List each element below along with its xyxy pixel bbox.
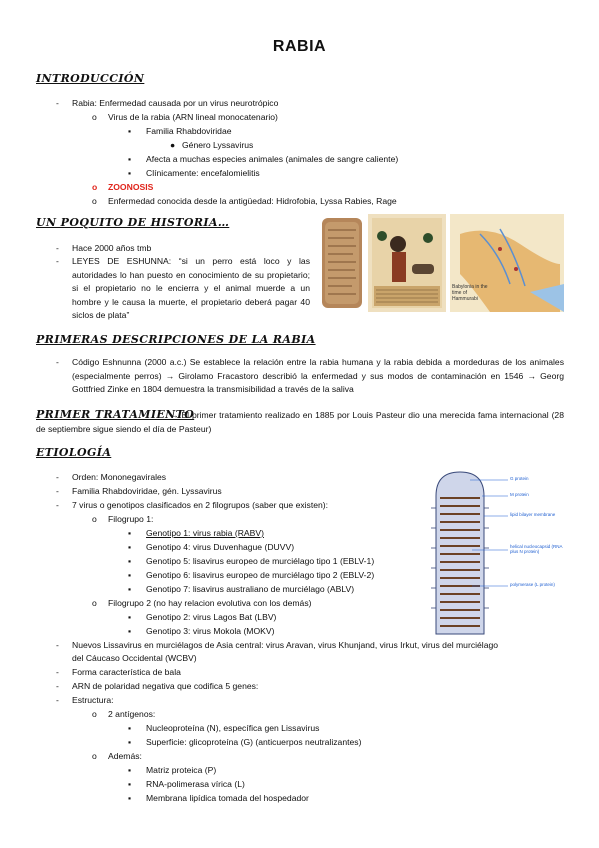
bullet-square: ▪: [128, 556, 132, 566]
bullet-o: o: [92, 112, 97, 122]
etiology-line: Genotipo 4: virus Duvenhague (DUVV): [146, 542, 295, 552]
zoonosis-label: ZOONOSIS: [108, 182, 154, 192]
bullet-square: ▪: [128, 154, 132, 164]
etiology-line: Genotipo 2: virus Lagos Bat (LBV): [146, 612, 277, 622]
diagram-label-membrane: lipid bilayer membrane: [510, 512, 556, 517]
map-caption: Babylonia in the time of Hammurabi: [452, 284, 488, 302]
etiology-line: Genotipo 5: lisavirus europeo de murciélago tipo 1 (EBLV-1): [146, 556, 375, 566]
page-title: RABIA: [272, 38, 327, 55]
bullet-square: ▪: [128, 542, 132, 552]
history-line: Hace 2000 años tmb: [72, 243, 152, 253]
intro-line: Virus de la rabia (ARN lineal monocatenario): [108, 112, 278, 122]
bullet-square: ▪: [128, 612, 132, 622]
bullet-square: ▪: [128, 570, 132, 580]
bullet-square: ▪: [128, 626, 132, 636]
bullet-square: ▪: [128, 528, 132, 538]
intro-line: Familia Rhabdoviridae: [146, 126, 232, 136]
etiology-line: Familia Rhabdoviridae, gén. Lyssavirus: [72, 486, 222, 496]
bullet-dash: -: [56, 243, 59, 253]
bullet-dash: -: [56, 256, 59, 266]
intro-line: Clínicamente: encefalomielitis: [146, 168, 260, 178]
etiology-line: Genotipo 7: lisavirus australiano de murciélago (ABLV): [146, 584, 355, 594]
etiology-line: Filogrupo 1:: [108, 514, 154, 524]
treatment-text: → El primer tratamiento realizado en 1885 por Louis Pasteur dio una merecida fama internacional (28 de septiembre sigue siendo el día de Pasteur): [36, 410, 564, 434]
intro-line: Rabia: Enfermedad causada por un virus neurotrópico: [72, 98, 279, 108]
etiology-line: Genotipo 1: virus rabia (RABV): [146, 528, 264, 538]
bullet-o: o: [92, 514, 97, 524]
bullet-dash: -: [56, 667, 59, 677]
bullet-o: o: [92, 598, 97, 608]
diagram-label-g: G protein: [510, 476, 529, 481]
etiology-line: Superficie: glicoproteína (G) (anticuerpos neutralizantes): [146, 737, 362, 747]
etiology-line: Nucleoproteína (N), específica gen Lissavirus: [146, 723, 320, 733]
etiology-line: Orden: Mononegavirales: [72, 472, 167, 482]
bullet-dash: -: [56, 640, 59, 650]
bullet-square: ▪: [128, 723, 132, 733]
bullet-square: ▪: [128, 168, 132, 178]
diagram-label-polymerase: polymerase (L protein): [510, 582, 555, 587]
eshnunna-law-text: LEYES DE ESHUNNA: “si un perro está loco y las autoridades lo han puesto en conocimiento de su propietario; si el propietario no le encierra y el animal muerde a un hombre y le causa la muerte, el propietario deberá pagar 40 siclos de plata”: [72, 256, 310, 320]
etiology-line: Matriz proteica (P): [146, 765, 217, 775]
etiology-line: Forma característica de bala: [72, 667, 181, 677]
heading-tratamiento: PRIMER TRATAMIENTO: [36, 408, 195, 421]
intro-line: Género Lyssavirus: [182, 140, 254, 150]
etiology-line: 2 antígenos:: [108, 709, 156, 719]
intro-line: Enfermedad conocida desde la antigüedad: Hidrofobia, Lyssa Rabies, Rage: [108, 196, 397, 206]
bullet-o: o: [92, 751, 97, 761]
etiology-line: Nuevos Lissavirus en murciélagos de Asia central: virus Aravan, virus Khunjand, virus Irkut, virus del murciélago: [72, 640, 499, 650]
etiology-line: 7 virus o genotipos clasificados en 2 filogrupos (saber que existen):: [72, 500, 329, 510]
etiology-line: Genotipo 6: lisavirus europeo de murciélago tipo 2 (EBLV-2): [146, 570, 375, 580]
bullet-dash: -: [56, 500, 59, 510]
bullet-square: ▪: [128, 793, 132, 803]
heading-descripciones: PRIMERAS DESCRIPCIONES DE LA RABIA: [36, 333, 316, 346]
bullet-o: o: [92, 709, 97, 719]
heading-etiologia: ETIOLOGÍA: [36, 446, 112, 459]
diagram-label-nucleocapsid: helical nucleocapsid (RNA plus N protein): [510, 544, 563, 554]
bullet-o: o: [92, 182, 98, 192]
etiology-line: Además:: [108, 751, 142, 761]
etiology-line: Genotipo 3: virus Mokola (MOKV): [146, 626, 275, 636]
etiology-line: Filogrupo 2 (no hay relacion evolutiva con los demás): [108, 598, 312, 608]
ancient-illustration-image: [368, 214, 446, 312]
etiology-line: RNA-polimerasa vírica (L): [146, 779, 245, 789]
bullet-square: ▪: [128, 737, 132, 747]
etiology-line: del Cáucaso Occidental (WCBV): [72, 653, 197, 663]
rabies-virus-diagram: [422, 468, 564, 638]
bullet-dash: -: [56, 357, 59, 367]
etiology-line: Estructura:: [72, 695, 114, 705]
bullet-dash: -: [56, 472, 59, 482]
bullet-dash: -: [56, 98, 59, 108]
bullet-dash: -: [56, 681, 59, 691]
bullet-dash: -: [56, 486, 59, 496]
bullet-dot: ●: [170, 140, 176, 150]
bullet-square: ▪: [128, 765, 132, 775]
intro-line: Afecta a muchas especies animales (animales de sangre caliente): [146, 154, 399, 164]
bullet-dash: -: [56, 695, 59, 705]
bullet-square: ▪: [128, 126, 132, 136]
diagram-label-m: M protein: [510, 492, 529, 497]
bullet-o: o: [92, 196, 97, 206]
descriptions-text: Código Eshnunna (2000 a.c.) Se establece la relación entre la rabia humana y la rabia debida a mordeduras de los animales (especialmente perros) → Girolamo Fracastoro describió la enfermedad y sus modos de contaminación en 1546 → Georg Gottfried Zinke en 1804 demuestra la transmisibilidad a través de la saliva: [72, 357, 564, 394]
clay-tablet-image: [320, 214, 364, 312]
bullet-square: ▪: [128, 779, 132, 789]
bullet-square: ▪: [128, 584, 132, 594]
etiology-line: ARN de polaridad negativa que codifica 5 genes:: [72, 681, 259, 691]
etiology-line: Membrana lipídica tomada del hospedador: [146, 793, 309, 803]
heading-historia: UN POQUITO DE HISTORIA…: [36, 216, 230, 229]
heading-introduccion: INTRODUCCIÓN: [36, 72, 145, 85]
